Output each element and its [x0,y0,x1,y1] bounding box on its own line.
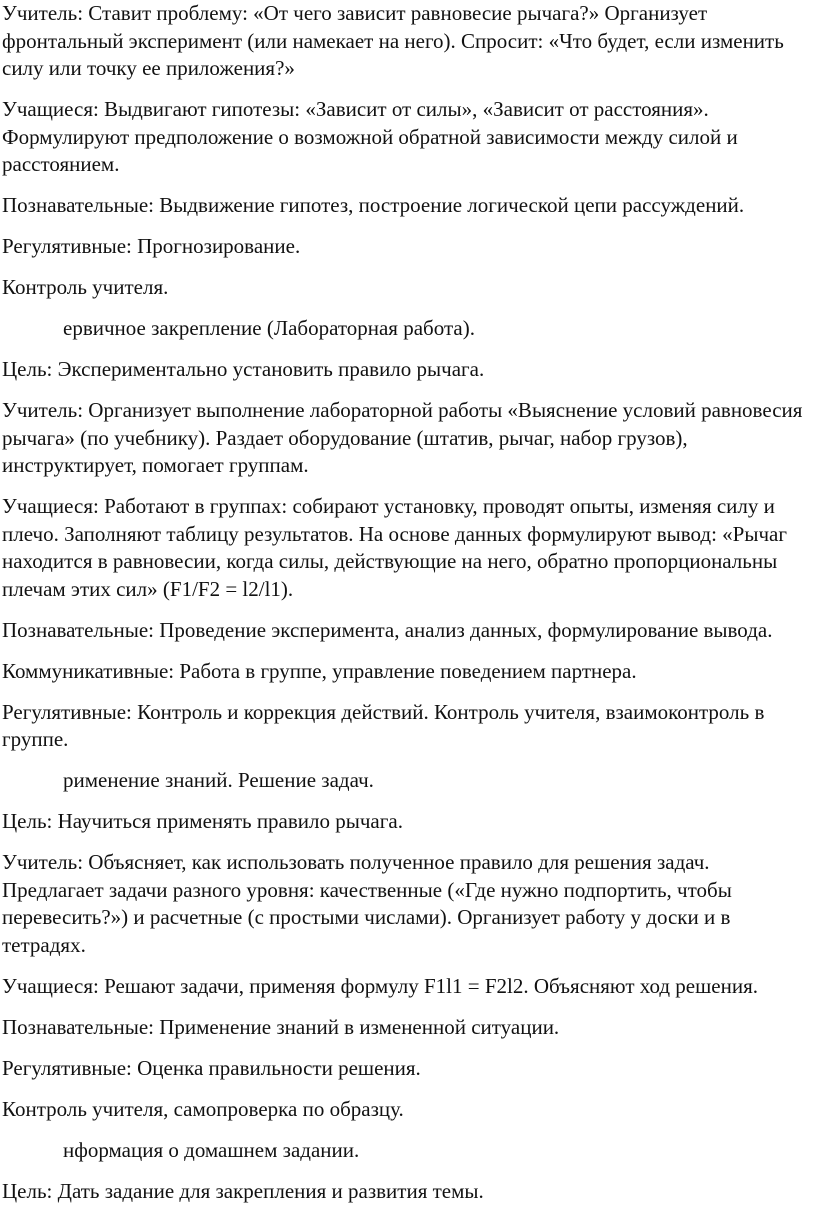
paragraph-students-solve: Учащиеся: Решают задачи, применяя формулу F1l1 = F2l2. Объясняют ход решения. [2,973,758,998]
paragraph-goal-homework: Цель: Дать задание для закрепления и развития темы. [2,1178,484,1203]
paragraph-students-hypotheses: Учащиеся: Выдвигают гипотезы: «Зависит от силы», «Зависит от расстояния». Формулируют предположение о возможной обратной зависимости между силой и расстоянием. [2,97,738,176]
paragraph-teacher-control: Контроль учителя. [2,275,169,299]
paragraph-cognitive-hypotheses: Познавательные: Выдвижение гипотез, построение логической цепи рассуждений. [2,193,745,217]
paragraph-teacher-problem: Учитель: Ставит проблему: «От чего зависит равновесие рычага?» Организует фронтальный эксперимент (или намекает на него). Спросит: «Что будет, если изменить силу или точку ее приложения?» [2,1,784,80]
paragraph-teacher-self-check: Контроль учителя, самопроверка по образцу. [2,1096,404,1121]
section-heading-homework-info: нформация о домашнем задании. [63,1137,360,1162]
section-heading-knowledge-application: рименение знаний. Решение задач. [63,768,374,792]
paragraph-teacher-explains: Учитель: Объясняет, как использовать полученное правило для решения задач. Предлагает задачи разного уровня: качественные («Где нужно подпортить, чтобы перевесить?») и расчетные (с простыми числами). Организует работу у доски и в тетрадях. [2,850,732,957]
section-heading-primary-consolidation: ервичное закрепление (Лабораторная работа). [63,316,475,340]
paragraph-regulatory-control: Регулятивные: Контроль и коррекция действий. Контроль учителя, взаимоконтроль в группе. [2,699,765,751]
paragraph-cognitive-application: Познавательные: Применение знаний в измененной ситуации. [2,1014,560,1039]
paragraph-regulatory-evaluation: Регулятивные: Оценка правильности решения. [2,1055,421,1080]
paragraph-goal-lever-rule: Цель: Экспериментально установить правило рычага. [2,357,485,381]
paragraph-teacher-lab-work: Учитель: Организует выполнение лабораторной работы «Выяснение условий равновесия рычага» (по учебнику). Раздает оборудование (штатив, рычаг, набор грузов), инструктирует, помогает группам. [2,398,803,477]
paragraph-cognitive-experiment: Познавательные: Проведение эксперимента, анализ данных, формулирование вывода. [2,617,773,642]
paragraph-goal-apply-rule: Цель: Научиться применять правило рычага. [2,809,403,833]
paragraph-communicative: Коммуникативные: Работа в группе, управление поведением партнера. [2,658,637,683]
paragraph-regulatory-forecast: Регулятивные: Прогнозирование. [2,234,301,258]
paragraph-students-groups: Учащиеся: Работают в группах: собирают установку, проводят опыты, изменяя силу и плечо. Заполняют таблицу результатов. На основе данных формулируют вывод: «Рычаг находится в равновесии, когда силы, действующие на него, обратно пропорциональны плечам этих сил» (F1/F2 = l2/l1). [2,494,787,601]
